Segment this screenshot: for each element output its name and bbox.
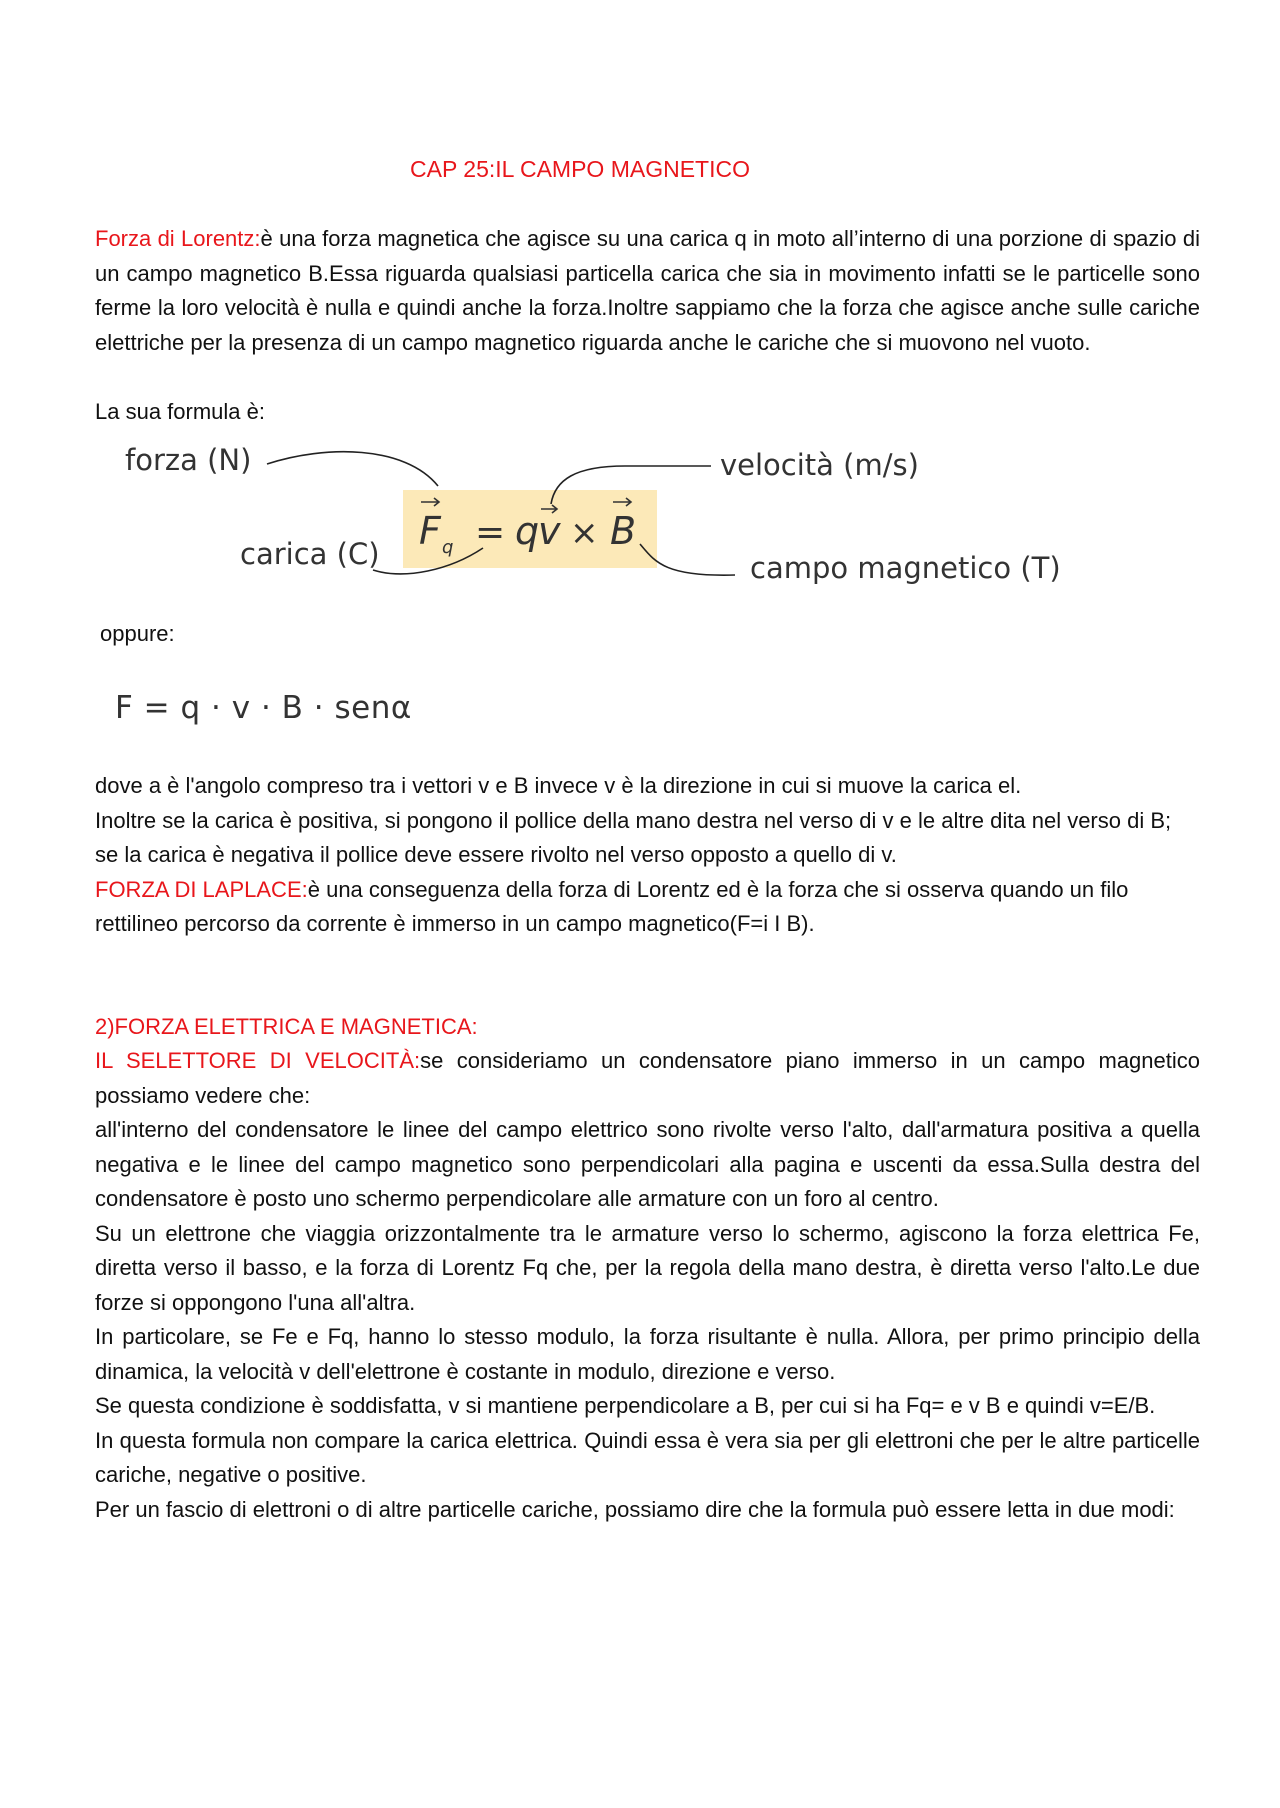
formula-equals: = [475,512,506,553]
formula-subscript-q: q [442,537,454,558]
section2-paragraph-6: Per un fascio di elettroni o di altre particelle cariche, possiamo dire che la formula può essere letta in due modi: [95,1496,1175,1522]
laplace-text: è una conseguenza della forza di Lorentz ed è la forza che si osserva quando un filo rettilineo percorso da corrente è immerso in un campo magnetico(F=i I B). [95,876,1129,936]
laplace-paragraph [95,873,1200,942]
force-connector [267,452,438,486]
section2-paragraph-3: In particolare, se Fe e Fq, hanno lo stesso modulo, la forza risultante è nulla. Allora, per primo principio della dinamica, la velocità v dell'elettrone è costante in modulo, direzione e verso. [95,1324,1200,1384]
formula-diagram [95,440,1095,610]
formula-cross: × [570,513,599,553]
sine-formula: F = q · v · B · senα [115,690,412,726]
lorentz-paragraph [95,222,1200,360]
section2-title: 2)FORZA ELETTRICA E MAGNETICA: [95,1014,478,1039]
selector-paragraph [95,1044,1200,1113]
formula-intro: La sua formula è: [95,399,265,424]
explanation-section [95,769,1200,942]
selector-heading: IL SELETTORE DI VELOCITÀ: [95,1048,421,1073]
explanation-line-2: Inoltre se la carica è positiva, si pongono il pollice della mano destra nel verso di v e le altre dita nel verso di B; [95,807,1172,833]
laplace-heading: FORZA DI LAPLACE: [95,876,308,902]
lorentz-formula-figure [95,440,1095,610]
formula-F: F [419,509,441,553]
section2-paragraph-5: In questa formula non compare la carica elettrica. Quindi essa è vera sia per gli elettroni che per le altre particelle cariche, negative o positive. [95,1427,1200,1487]
selector-text: se consideriamo un condensatore piano immerso in un campo magnetico possiamo vedere che: [95,1048,1200,1108]
formula-q: q [515,509,540,553]
label-field: campo magnetico (T) [750,551,1061,585]
lorentz-text: è una forza magnetica che agisce su una carica q in moto all’interno di una porzione di spazio di un campo magnetico B.Essa riguarda qualsiasi particella carica che sia in movimento infatti se le particelle sono ferme la loro velocità è nulla e quindi anche la forza.Inoltre sappiamo che la forza che agisce anche sulle cariche elettriche per la presenza di un campo magnetico riguarda anche le cariche che si muovono nel vuoto. [95,226,1200,355]
formula-B: B [610,509,637,553]
section2-body [95,1044,1200,1527]
label-velocity: velocità (m/s) [720,448,919,482]
page-title: CAP 25:IL CAMPO MAGNETICO [410,156,750,182]
section2-paragraph-2: Su un elettrone che viaggia orizzontalmente tra le armature verso lo schermo, agiscono la forza elettrica Fe, diretta verso il basso, e la forza di Lorentz Fq che, per la regola della mano destra, è diretta verso l'alto.Le due forze si oppongono l'una all'altra. [95,1220,1200,1315]
lorentz-heading: Forza di Lorentz: [95,226,261,251]
formula-v: v [538,509,561,553]
explanation-line-3: se la carica è negativa il pollice deve essere rivolto nel verso opposto a quello di v. [95,842,897,867]
explanation-line-1: dove a è l'angolo compreso tra i vettori v e B invece v è la direzione in cui si muove la carica el. [95,773,1022,798]
label-charge: carica (C) [240,537,380,571]
oppure-label: oppure: [100,621,175,646]
section2-heading [95,1010,1200,1045]
label-force: forza (N) [125,443,252,477]
section2-paragraph-4: Se questa condizione è soddisfatta, v si mantiene perpendicolare a B, per cui si ha Fq= e v B e quindi v=E/B. [95,1393,1156,1418]
lorentz-section [95,222,1200,360]
section2-paragraph-1: all'interno del condensatore le linee del campo elettrico sono rivolte verso l'alto, dall'armatura positiva a quella negativa e le linee del campo magnetico sono perpendicolari alla pagina e uscenti da essa.Sulla destra del condensatore è posto uno schermo perpendicolare alle armature con un foro al centro. [95,1117,1200,1211]
